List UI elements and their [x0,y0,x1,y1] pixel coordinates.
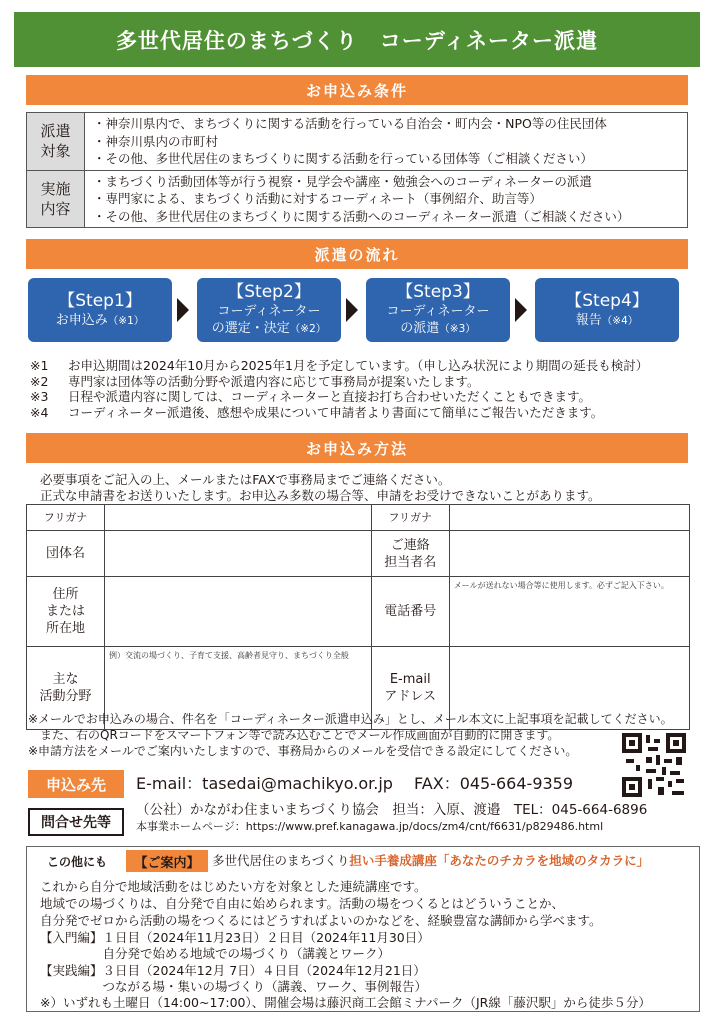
note-text: お申込期間は2024年10月から2025年1月を予定しています。（申し込み状況により期間の延長も検討） [68,358,649,373]
note-line: ※申請方法をメールでご案内いたしますので、事務局からのメールを受信できる設定にしてください。 [28,744,578,758]
qr-code-icon[interactable] [622,733,686,797]
step-text [28,312,172,330]
step-line: コーディネーター [386,304,490,319]
note-text: コーディネーター派遣後、感想や成果について申請者より書面にて簡単にご報告いただきます。 [68,404,604,420]
qr-module [648,779,652,789]
contact-person-label [371,531,449,577]
qr-module [670,771,680,775]
group-name-label: 団体名 [27,531,105,577]
note-mark: ※4 [30,404,49,420]
step-text [197,320,341,338]
address-field[interactable] [105,577,372,647]
group-furigana-field[interactable] [105,505,372,531]
group-name-field[interactable] [105,531,372,577]
step-note: （※3） [439,323,476,335]
step-number: 【Step2】 [227,282,311,302]
phone-field[interactable] [449,577,689,647]
note-text: 専門家は団体等の活動分野や派遣内容に応じて事務局が提案いたします。 [68,373,480,389]
conditions-table [26,112,688,228]
step-line: の派遣 [400,321,440,336]
organization-info: （公社）かながわ住まいまちづくり協会 担当：入原、渡邉 TEL：045-664-6896 [136,802,648,818]
intro-line: 必要事項をご記入の上、メールまたはFAXで事務局までご連絡ください。 [40,472,451,487]
flow-notes [30,358,700,420]
guide-tag: 【ご案内】 [126,850,208,872]
phone-label: 電話番号 [371,577,449,647]
qr-module [646,757,652,763]
method-notes [28,711,673,759]
list-item: ・神奈川県内の市町村 [93,133,219,149]
list-item: ・まちづくり活動団体等が行う視察・見学会や講座・勉強会へのコーディネーターの派遣 [93,173,592,189]
guide-line: 自分発でゼロから活動の場をつくるにはどうすればよいのかなどを、経験豊富な講師から学べます。 [40,913,602,928]
qr-module [662,767,666,775]
course-title: 担い手養成講座「あなたのチカラを地域のタカラに」 [349,853,650,868]
step-line: 報告 [575,312,602,328]
conditions-row [27,170,688,228]
list-item: ・その他、多世代居住のまちづくりに関する活動を行っている団体等（ご相談ください） [93,151,593,166]
step-line: お申込み [55,312,108,328]
qr-module [646,769,656,773]
step-note: （※2） [289,323,327,335]
label-line: 主な [52,672,79,687]
guide-line: 【実践編】３日目（2024年12月 7日）４日目（2024年12月21日） [40,963,426,978]
label-line: 内容 [40,199,71,218]
page-title: 多世代居住のまちづくり コーディネーター派遣 [14,12,700,67]
qr-module [629,740,635,746]
address-label [27,577,105,647]
fax-number: FAX：045-664-9359 [414,774,574,793]
note-mark: ※3 [30,389,49,404]
step-number: 【Step4】 [565,290,649,311]
qr-module [656,777,664,781]
arrow-right-icon [515,298,527,322]
arrow-right-icon [177,298,189,322]
guide-line: 【入門編】１日目（2024年11月23日）２日目（2024年11月30日） [40,930,430,945]
apply-contact [136,770,573,798]
guide-line: ※）いずれも土曜日（14:00~17:00）、開催会場は藤沢商工会館ミナパーク（JR線「藤沢駅」から徒歩５分） [40,995,651,1010]
qr-module [648,747,658,751]
qr-module [636,765,640,771]
list-item: ・神奈川県内で、まちづくりに関する活動を行っている自治会・町内会・NPO等の住民団体 [93,116,607,131]
section-header-conditions: お申込み条件 [26,75,688,105]
apply-label: 申込み先 [28,770,124,798]
other-label: この他にも [46,855,107,869]
step-3 [366,278,510,342]
conditions-row-body [85,113,688,171]
note-row [30,405,700,421]
qr-module [672,791,684,795]
step-2 [197,278,341,342]
note-row [30,389,700,405]
guide-lead: 多世代居住のまちづくり [212,853,350,868]
label-line: 対象 [40,142,71,161]
label-line: または [45,604,85,619]
qr-module [673,740,679,746]
note-line: また、右のQRコードをスマートフォン等で読み込むことでメール作成画面が自動的に開きます。 [28,728,560,742]
inquiry-label: 問合せ先等 [28,808,124,836]
label-line: ご連絡 [390,537,430,553]
section-header-method: お申込み方法 [26,433,688,463]
qr-module [646,735,650,743]
note-row [30,374,700,390]
conditions-row-label [27,113,85,171]
method-intro [40,472,601,504]
note-line: ※メールでお申込みの場合、件名を「コーディネーター派遣申込み」とし、メール本文に上記事項を記載してください。 [28,712,673,726]
step-4 [535,278,679,342]
step-note: （※4） [601,314,639,327]
list-item: ・専門家による、まちづくり活動に対するコーディネート（事例紹介、助言等） [93,191,542,206]
guide-line: 自分発で始める地域での場づくり（講義とワーク） [40,946,391,961]
step-number: 【Step1】 [58,290,142,311]
activity-example: 例）交流の場づくり、子育て支援、高齢者見守り、まちづくり全般 [109,651,349,660]
qr-module [656,755,660,765]
step-note: （※1） [107,314,145,327]
step-line: の選定・決定 [211,321,290,336]
label-line: 実施 [40,179,71,198]
qr-module [654,739,660,743]
email-address[interactable]: E-mail：tasedai@machikyo.or.jp [136,774,393,793]
furigana-label: フリガナ [27,505,105,531]
step-1 [28,278,172,342]
qr-module [676,757,682,765]
qr-module [626,759,634,763]
conditions-row-label [27,170,85,228]
contact-furigana-field[interactable] [449,505,689,531]
conditions-row [27,113,688,171]
label-line: E-mail [389,672,431,687]
note-mark: ※2 [30,373,49,389]
step-number: 【Step3】 [396,282,480,302]
qr-module [664,759,672,763]
guide-line: これから自分で地域活動をはじめたい方を対象とした連続講座です。 [40,879,427,894]
label-line: 住所 [52,587,79,602]
step-line: コーディネーター [217,304,321,319]
qr-module [658,787,664,795]
note-row [30,358,700,374]
label-line: 所在地 [45,621,85,636]
homepage-link[interactable]: 本事業ホームページ：https://www.pref.kanagawa.jp/docs/zm4/cnt/f6631/p829486.html [136,820,604,833]
list-item: ・その他、多世代居住のまちづくりに関する活動へのコーディネーター派遣（ご相談ください） [93,208,630,224]
step-text [535,312,679,330]
application-form [26,504,690,730]
intro-line: 正式な申請書をお送りいたします。お申込み多数の場合等、申請をお受けできないことがあります。 [40,488,601,503]
label-line: 派遣 [40,122,71,141]
qr-module [676,779,684,783]
guide-line: 地域での場づくりは、自分発で自由に始められます。活動の場をつくるとはどういうことか、 [40,896,565,911]
arrow-right-icon [346,298,358,322]
section-header-flow: 派遣の流れ [26,239,688,269]
conditions-row-body [85,170,688,228]
guide-heading [212,850,649,872]
qr-module [668,781,672,787]
qr-module [629,784,635,790]
note-text: 日程や派遣内容に関しては、コーディネーターと直接お打ち合わせいただくこともできます。 [68,389,592,404]
guide-line: つながる場・集いの場づくり（講義、ワーク、事例報告） [40,979,428,994]
note-mark: ※1 [30,358,49,373]
label-line: 活動分野 [39,689,92,704]
label-line: アドレス [384,689,437,704]
phone-hint: メールが送れない場合等に使用します。必ずご記入下さい。 [453,581,669,590]
step-text [366,320,510,338]
contact-person-field[interactable] [449,531,689,577]
label-line: 担当者名 [384,554,437,570]
furigana-label: フリガナ [371,505,449,531]
